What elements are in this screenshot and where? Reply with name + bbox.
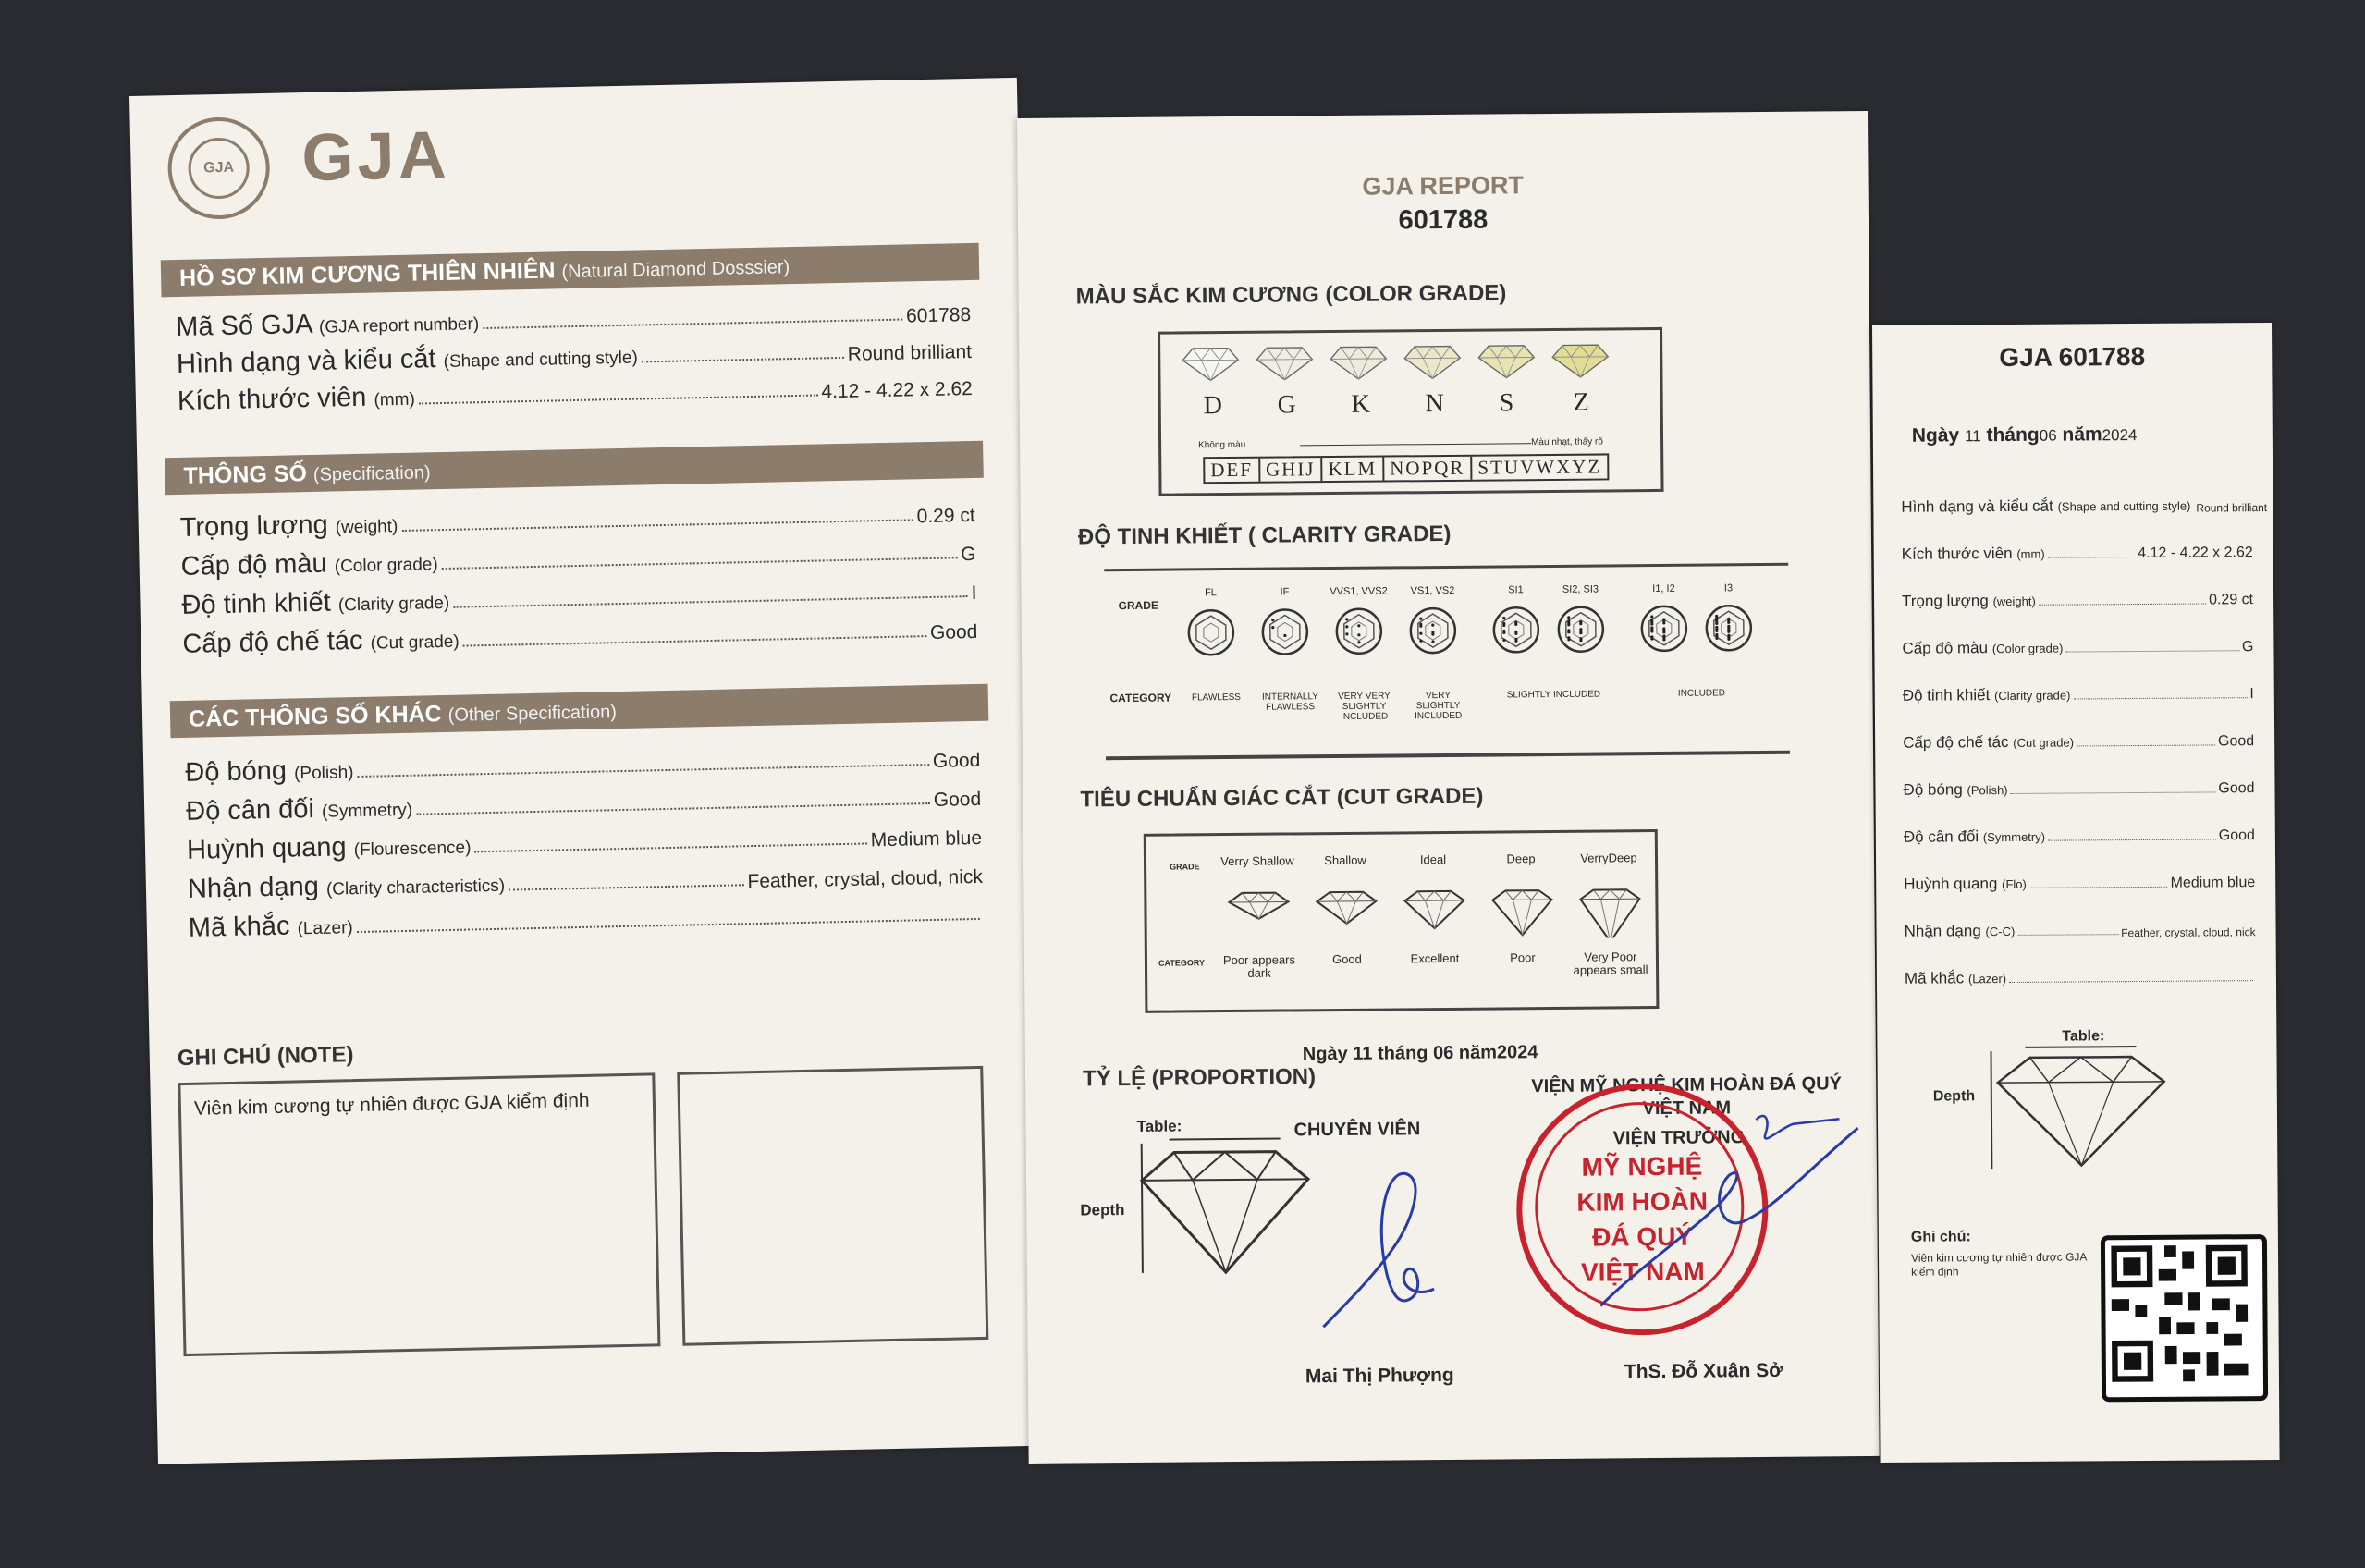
qr-code-icon[interactable] [2101, 1234, 2268, 1402]
field-label-en: (Clarity grade) [337, 593, 450, 616]
slip-field-label-en: (Color grade) [1991, 641, 2064, 656]
cut-diamond-icon [1401, 888, 1467, 940]
field-label [188, 868, 506, 905]
slip-date-month: 06 [2039, 426, 2057, 445]
note-text: Viên kim cương tự nhiên được GJA kiểm định [193, 1089, 590, 1120]
slip-field-label-en: (C-C) [1985, 924, 2016, 939]
stamp-center-text: MỸ NGHỆ KIM HOÀN ĐÁ QUÝ VIỆT NAM [1576, 1151, 1709, 1287]
clarity-diamond-icon [1704, 603, 1754, 653]
field-label-vi: Cấp độ màu [180, 548, 327, 582]
dotted-leader [2073, 697, 2247, 699]
slip-field-label-vi: Cấp độ màu [1902, 639, 1989, 657]
slip-field-label-en: (Shape and cutting style) [2057, 498, 2191, 514]
slip-date-month-label: tháng [1986, 423, 2040, 447]
cut-grade-name: Shallow [1324, 852, 1366, 868]
clarity-diamond-icon [1186, 607, 1236, 657]
field-value: Good [933, 788, 982, 811]
field-label-vi: Huỳnh quang [186, 832, 347, 865]
slip-field-value: Good [2218, 780, 2255, 797]
other-header [170, 684, 989, 739]
dotted-leader [453, 595, 967, 608]
slip-date-year: 2024 [2102, 426, 2138, 445]
signing-date [1303, 1042, 1538, 1065]
slip-field-label-en: (mm) [2016, 546, 2045, 561]
color-scale-left: Không màu [1198, 439, 1246, 451]
proportion-table-label: Table: [1136, 1117, 1182, 1135]
brand-name: GJA [300, 117, 451, 196]
dossier-header-en: (Natural Diamond Dosssier) [561, 257, 790, 283]
slip-field-value: 0.29 ct [2208, 592, 2254, 608]
slip-field-label [1903, 780, 2007, 800]
field-value: Feather, crystal, cloud, nick [747, 865, 984, 893]
clarity-grade-code: VS1, VS2 [1410, 584, 1455, 597]
color-scale-group: DEF [1210, 458, 1254, 482]
dotted-leader [2048, 557, 2136, 558]
dotted-leader [2077, 744, 2215, 746]
color-scale [1203, 453, 1609, 484]
dotted-leader [483, 319, 902, 330]
slip-field-value: 4.12 - 4.22 x 2.62 [2138, 545, 2253, 562]
field-value: Good [932, 749, 981, 772]
color-grade-panel [1158, 327, 1664, 496]
cut-category: Excellent [1410, 950, 1460, 966]
cut-category-label: CATEGORY [1158, 958, 1206, 968]
clarity-category: FLAWLESS [1191, 692, 1242, 704]
report-number: 601788 [1398, 204, 1489, 236]
slip-field-label-en: (Cut grade) [2013, 735, 2075, 750]
date-day-label: Ngày [1302, 1043, 1348, 1065]
dotted-leader [509, 884, 743, 890]
dotted-leader [2017, 934, 2118, 936]
field-label-vi: Cấp độ chế tác [182, 625, 363, 659]
field-label-vi: Độ tinh khiết [181, 587, 332, 620]
field-label-vi: Độ bóng [185, 755, 288, 788]
field-value: 601788 [905, 303, 972, 327]
director-title: VIỆN TRƯỞNG [1612, 1127, 1746, 1149]
dotted-leader [642, 357, 844, 363]
field-value: Good [929, 620, 978, 643]
specialist-title: CHUYÊN VIÊN [1293, 1119, 1421, 1141]
certificate-slip [1872, 323, 2280, 1463]
clarity-grade-code: I3 [1723, 582, 1734, 594]
slip-field-value: I [2249, 686, 2254, 703]
institute-name: VIỆN MỸ NGHỆ KIM HOÀN ĐÁ QUÝ VIỆT NAM [1531, 1073, 1843, 1120]
slip-field-label [1903, 686, 2071, 705]
slip-field-label [1905, 922, 2016, 941]
slip-field-label [1902, 639, 2063, 658]
slip-field-label [1901, 496, 2190, 517]
dotted-leader [357, 918, 980, 933]
clarity-category-label: CATEGORY [1109, 691, 1172, 705]
slip-field-label [1902, 592, 2036, 611]
clarity-grade-label: GRADE [1118, 598, 1159, 613]
slip-field-label-en: (Flo) [2002, 876, 2027, 892]
field-value: 4.12 - 4.22 x 2.62 [821, 377, 974, 403]
slip-field-row [1903, 673, 2254, 705]
dotted-leader [419, 394, 818, 404]
cut-grade-name: Deep [1506, 851, 1536, 866]
specialist-signature-icon [1313, 1159, 1490, 1337]
color-grade-letter: S [1499, 388, 1514, 418]
slip-field-row [1901, 484, 2268, 517]
dossier-header [161, 243, 980, 298]
field-label-en: (mm) [374, 389, 416, 410]
cut-diamond-icon [1576, 886, 1643, 938]
field-label-en: (Shape and cutting style) [443, 348, 639, 372]
note-title: GHI CHÚ (NOTE) [177, 1042, 354, 1072]
field-label [181, 585, 449, 621]
field-label-en: (Lazer) [297, 918, 353, 939]
field-label [182, 624, 460, 660]
field-label-vi: Kích thước viên [177, 382, 367, 416]
dotted-leader [474, 842, 866, 852]
proportion-title: TỶ LỆ (PROPORTION) [1082, 1064, 1317, 1092]
field-label-en: (weight) [335, 517, 398, 538]
clarity-diamond-icon [1556, 604, 1606, 654]
clarity-grade-code: VVS1, VVS2 [1330, 585, 1388, 598]
slip-field-label-vi: Độ cân đối [1903, 827, 1979, 846]
slip-field-label-en: (Lazer) [1967, 972, 2007, 986]
color-diamond-icon [1550, 341, 1610, 379]
dotted-leader [2009, 980, 2253, 983]
cut-category: Poor appears dark [1222, 952, 1296, 980]
cut-grade-panel [1144, 829, 1660, 1013]
clarity-category: INCLUDED [1677, 688, 1726, 699]
slip-field-row [1902, 532, 2253, 564]
field-label-en: (Polish) [293, 763, 354, 784]
dotted-leader [2011, 791, 2216, 794]
slip-field-label [1902, 545, 2045, 564]
slip-field-label-vi: Nhận dạng [1904, 922, 1981, 940]
cut-diamond-icon [1489, 887, 1555, 939]
clarity-category: VERY VERY SLIGHTLY INCLUDED [1338, 691, 1391, 722]
slip-field-label [1904, 827, 2045, 847]
field-value: Round brilliant [847, 340, 973, 365]
color-diamond-icon [1477, 342, 1536, 380]
slip-field-label-vi: Kích thước viên [1901, 544, 2013, 563]
date-month-label: tháng [1377, 1043, 1428, 1064]
date-year-label: năm [1458, 1042, 1498, 1063]
director-signature-icon [1580, 1091, 1878, 1325]
diamond-proportion-icon [1119, 1133, 1332, 1282]
clarity-category: INTERNALLY FLAWLESS [1261, 692, 1318, 713]
clarity-grade-panel [1104, 563, 1790, 760]
slip-field-label-en: (weight) [1992, 594, 2036, 609]
field-value: 0.29 ct [916, 504, 975, 528]
clarity-grade-title: ĐỘ TINH KHIẾT ( CLARITY GRADE) [1077, 521, 1452, 550]
slip-diamond-proportion-icon [1983, 1043, 2178, 1173]
color-diamond-icon [1329, 344, 1388, 382]
color-grade-letter: G [1277, 390, 1297, 420]
slip-field-row [1905, 956, 2256, 988]
dotted-leader [2039, 603, 2206, 605]
field-value: I [971, 582, 977, 605]
color-scale-right: Màu nhạt, thấy rõ [1531, 436, 1603, 448]
color-grade-letter: D [1203, 391, 1223, 421]
slip-field-label-vi: Độ tinh khiết [1902, 686, 1991, 704]
dotted-leader [442, 557, 958, 570]
slip-field-label-en: (Symmetry) [1982, 829, 2046, 845]
slip-date-day-label: Ngày [1911, 424, 1960, 447]
field-label-vi: Độ cân đối [185, 793, 315, 827]
field-label-en: (Cut grade) [370, 631, 460, 654]
slip-field-label-en: (Polish) [1967, 782, 2008, 798]
slip-field-value: G [2241, 639, 2254, 655]
color-grade-letter: Z [1573, 387, 1589, 417]
color-diamond-icon [1255, 344, 1314, 382]
cut-diamond-icon [1225, 888, 1292, 941]
slip-field-value: Feather, crystal, cloud, nick [2121, 925, 2256, 940]
cut-grade-label: GRADE [1170, 862, 1200, 872]
dotted-leader [2029, 887, 2168, 888]
clarity-category: VERY SLIGHTLY INCLUDED [1415, 690, 1463, 722]
slip-date-year-label: năm [2062, 423, 2102, 446]
slip-note-title: Ghi chú: [1910, 1229, 1971, 1245]
field-label [180, 546, 438, 582]
cut-grade-title: TIÊU CHUẨN GIÁC CẮT (CUT GRADE) [1080, 783, 1484, 813]
slip-field-label-vi: Hình dạng và kiểu cắt [1901, 496, 2053, 516]
clarity-diamond-icon [1491, 605, 1541, 655]
field-label-en: (Color grade) [334, 555, 438, 577]
slip-field-value: Good [2218, 827, 2255, 844]
note-box-empty [677, 1066, 988, 1346]
slip-field-label-vi: Mã khắc [1904, 969, 1965, 987]
cut-category: Poor [1510, 950, 1536, 965]
field-label-en: (GJA report number) [318, 314, 480, 337]
field-label [178, 382, 415, 417]
slip-field-label-vi: Độ bóng [1903, 780, 1963, 799]
field-label-vi: Trọng lượng [179, 509, 328, 543]
slip-field-label-vi: Cấp độ chế tác [1903, 732, 2009, 752]
slip-field-label-vi: Trọng lượng [1902, 592, 1989, 610]
report-label: GJA REPORT [1362, 171, 1525, 201]
cut-grade-name: VerryDeep [1580, 851, 1637, 865]
field-label [179, 508, 398, 544]
color-scale-group: STUVWXYZ [1470, 455, 1607, 479]
slip-field-row [1904, 909, 2255, 941]
dotted-leader [416, 802, 930, 815]
field-label [185, 754, 354, 789]
note-box [178, 1072, 660, 1356]
color-grade-letter: N [1425, 388, 1445, 419]
dossier-left-page [129, 78, 1046, 1464]
cut-category: Very Poor appears small [1573, 949, 1648, 977]
slip-field-label [1904, 875, 2027, 894]
other-header-vi: CÁC THÔNG SỐ KHÁC [188, 701, 442, 732]
field-label-vi: Mã khắc [188, 911, 290, 943]
director-name: ThS. Đỗ Xuân Sở [1624, 1359, 1783, 1383]
dotted-leader [401, 519, 913, 532]
slip-field-label-en: (Clarity grade) [1993, 688, 2071, 704]
field-label-vi: Mã Số GJA [175, 309, 312, 342]
date-year: 2024 [1496, 1042, 1538, 1063]
slip-field-label [1905, 969, 2006, 988]
color-grade-title: MÀU SẮC KIM CƯƠNG (COLOR GRADE) [1075, 280, 1507, 310]
slip-field-row [1902, 579, 2253, 611]
date-month: 06 [1432, 1042, 1454, 1064]
logo-text: GJA [188, 137, 250, 199]
date-day: 11 [1353, 1043, 1373, 1064]
slip-depth-label: Depth [1932, 1088, 1976, 1105]
dotted-leader [2048, 839, 2216, 840]
slip-title: GJA 601788 [1999, 341, 2146, 373]
slip-field-row [1904, 815, 2255, 847]
color-scale-arrow [1300, 443, 1531, 446]
cut-grade-name: Ideal [1419, 851, 1447, 867]
slip-field-value: Round brilliant [2196, 501, 2268, 515]
clarity-category: SLIGHTLY INCLUDED [1506, 689, 1601, 701]
dotted-leader [463, 635, 926, 646]
color-grade-letter: K [1351, 389, 1371, 419]
qr-pattern [2105, 1239, 2254, 1388]
field-value: Medium blue [870, 827, 983, 851]
field-label-en: (Clarity characteristics) [325, 876, 506, 900]
cut-grade-name: Verry Shallow [1220, 853, 1294, 869]
slip-date [1912, 423, 2138, 447]
clarity-diamond-icon [1260, 606, 1310, 656]
proportion-depth-label: Depth [1080, 1201, 1125, 1219]
spec-header-vi: THÔNG SỐ [183, 460, 308, 489]
slip-field-value: Medium blue [2170, 875, 2256, 891]
gja-logo-icon [167, 116, 271, 220]
slip-table-label: Table: [2062, 1028, 2105, 1045]
slip-field-row [1903, 720, 2254, 753]
field-label-vi: Hình dạng và kiểu cắt [176, 344, 436, 379]
color-diamond-icon [1181, 345, 1240, 383]
field-label-en: (Symmetry) [321, 800, 413, 822]
color-scale-group: GHIJ [1258, 458, 1321, 482]
field-label [186, 792, 413, 827]
slip-field-value: Good [2217, 733, 2255, 750]
clarity-grade-code: SI1 [1508, 584, 1524, 596]
field-label-en: (Flourescence) [353, 838, 472, 861]
clarity-grade-code: IF [1280, 586, 1290, 598]
dossier-header-vi: HỒ SƠ KIM CƯƠNG THIÊN NHIÊN [178, 257, 556, 291]
dotted-leader [358, 764, 929, 778]
color-scale-group: KLM [1320, 458, 1382, 482]
slip-note-text: Viên kim cương tự nhiên được GJA kiểm định [1910, 1250, 2087, 1279]
slip-field-label [1903, 732, 2074, 752]
clarity-diamond-icon [1408, 606, 1458, 655]
field-label [187, 829, 472, 865]
clarity-grade-code: SI2, SI3 [1562, 583, 1599, 595]
slip-field-row [1902, 626, 2253, 658]
clarity-diamond-icon [1639, 604, 1689, 654]
field-label [189, 910, 354, 944]
field-label-vi: Nhận dạng [187, 871, 320, 904]
color-diamond-icon [1403, 343, 1462, 381]
slip-field-row [1904, 862, 2255, 894]
slip-field-label-vi: Huỳnh quang [1904, 875, 1998, 893]
cut-diamond-icon [1313, 888, 1379, 941]
clarity-diamond-icon [1334, 606, 1384, 656]
field-value: G [960, 543, 976, 566]
color-scale-group: NOPQR [1382, 457, 1470, 481]
clarity-grade-code: I1, I2 [1652, 582, 1675, 595]
report-middle-page [1017, 111, 1880, 1464]
dotted-leader [2065, 650, 2239, 652]
other-header-en: (Other Specification) [447, 702, 618, 726]
slip-field-row [1903, 767, 2254, 800]
clarity-grade-code: FL [1205, 587, 1217, 599]
specialist-name: Mai Thị Phượng [1305, 1364, 1454, 1388]
cut-category: Good [1331, 951, 1362, 967]
spec-header [165, 441, 984, 496]
spec-header-en: (Specification) [312, 462, 431, 485]
slip-date-day: 11 [1964, 427, 1981, 446]
